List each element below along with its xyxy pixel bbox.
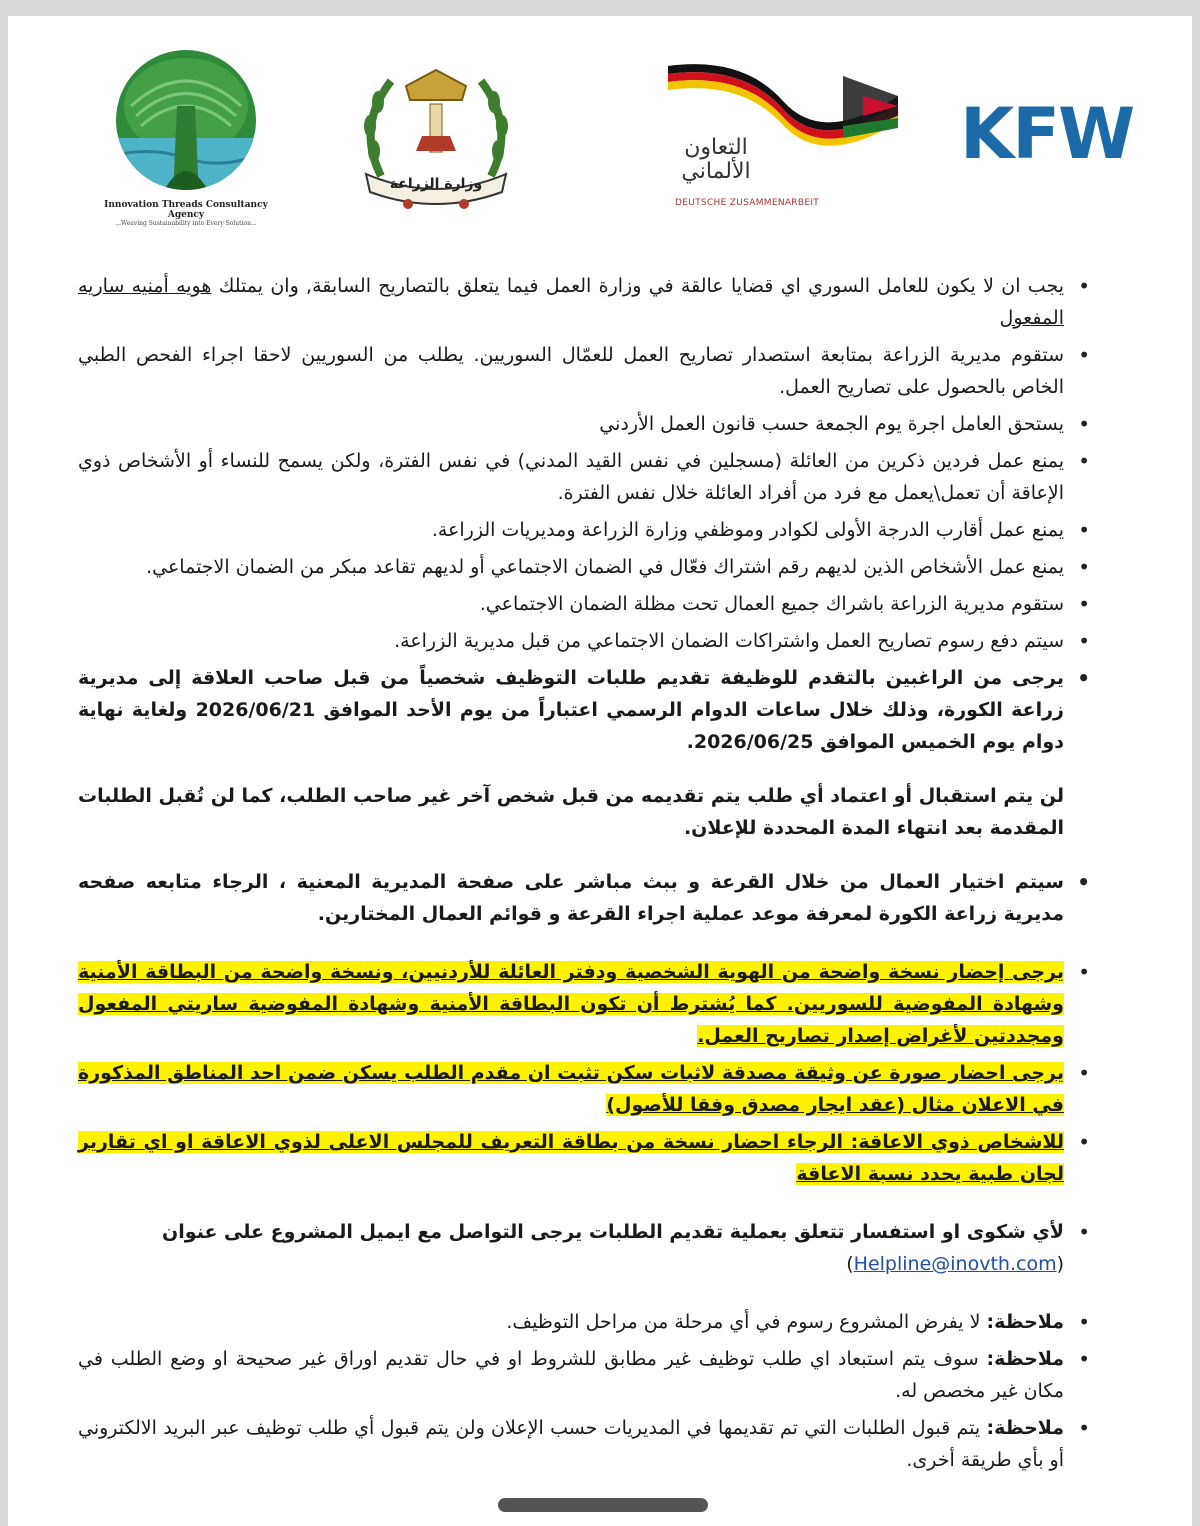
list-item: • سيتم اختيار العمال من خلال القرعة و ببث مباشر على صفحة المديرية المعنية ، الرجاء متابعه صفحه مديرية زراعة الكورة لمعرفة موعد عملية اجراء القرعة و قوائم العمال المختارين. [78,866,1090,930]
notes-list [78,1306,1090,1476]
list-item [78,956,1090,1052]
ministry-of-agriculture-logo [346,56,526,216]
german-cooperation-logo [663,56,903,216]
giz-arabic-text [671,136,761,184]
announcement-body [78,270,1090,1481]
list-item [78,1343,1090,1407]
itca-tagline: ...Weaving Sustainability into Every Solution... [115,220,257,227]
kfw-logo [960,93,1134,175]
kfw-wordmark: KFW [960,93,1134,175]
giz-arabic-line2: الألماني [681,159,751,184]
note-text: يتم قبول الطلبات التي تم تقديمها في المديريات حسب الإعلان ولن يتم قبول أي طلب توظيف عبر البريد الالكتروني أو بأي طريقة أخرى. [78,1417,1064,1471]
tree-emblem-icon [111,46,261,194]
lottery-list [78,866,1090,930]
list-item: • يمنع عمل الأشخاص الذين لديهم رقم اشتراك فعّال في الضمان الاجتماعي أو لديهم تقاعد مبكر من الضمان الاجتماعي. [78,551,1090,583]
list-item: • يمنع عمل أقارب الدرجة الأولى لكوادر وموظفي وزارة الزراعة ومديريات الزراعة. [78,514,1090,546]
highlighted-text: يرجى إحضار نسخة واضحة من الهوية الشخصية ودفتر العائلة للأردنيين، ونسخة واضحة من البطاقة الأمنية وشهادة المفوضية للسوريين. كما يُشترط أن تكون البطاقة الأمنية وشهادة المفوضية ساريتي المفعول ومجددتين لأغراض إصدار تصاريح العمل. [78,961,1064,1047]
list-item [78,1126,1090,1190]
highlighted-text: للاشخاص ذوي الاعاقة: الرجاء احضار نسخة من بطاقة التعريف للمجلس الاعلى لذوي الاعاقة او اي تقارير لجان طبية يحدد نسبة الاعاقة [78,1131,1064,1185]
item-text-underlined: هويه أمنيه ساريه المفعول [78,275,1064,329]
innovation-threads-logo [86,46,286,236]
note-label: ملاحظة: [986,1417,1064,1439]
highlighted-text: يرجى احضار صورة عن وثيقة مصدقة لاثبات سكن تثبت ان مقدم الطلب يسكن ضمن احد المناطق المذكورة في الاعلان مثال (عقد ايجار مصدق وفقا للأصول) [78,1062,1064,1116]
list-item: • ستقوم مديرية الزراعة باشراك جميع العمال تحت مظلة الضمان الاجتماعي. [78,588,1090,620]
list-item [78,1412,1090,1476]
giz-german-text: DEUTSCHE ZUSAMMENARBEIT [675,198,820,208]
itca-caption: Innovation Threads Consultancy Agency [104,200,268,220]
list-item [78,1306,1090,1338]
item-text: يجب ان لا يكون للعامل السوري اي قضايا عالقة في وزارة العمل فيما يتعلق بالتصاريح السابقة, وان يمتلك [218,275,1064,297]
list-item [78,1057,1090,1121]
documents-list [78,956,1090,1190]
note-text: لا يفرض المشروع رسوم في أي مرحلة من مراحل التوظيف. [506,1311,981,1333]
conditions-list [78,270,1090,758]
complaints-text: لأي شكوى او استفسار تتعلق بعملية تقديم الطلبات يرجى التواصل مع ايميل المشروع على عنوان [162,1221,1064,1243]
document-page [8,16,1192,1526]
ministry-emblem-icon [346,56,526,216]
rejection-notice: لن يتم استقبال أو اعتماد أي طلب يتم تقديمه من قبل شخص آخر غير صاحب الطلب، كما لن تُقبل الطلبات المقدمة بعد انتهاء المدة المحددة للإعلان. [78,785,1064,839]
giz-arabic-line1: التعاون [684,135,748,160]
helpline-email-link[interactable]: Helpline@inovth.com [853,1253,1057,1275]
list-item: • لأي شكوى او استفسار تتعلق بعملية تقديم الطلبات يرجى التواصل مع ايميل المشروع على عنوان (Helpline@inovth.com) [78,1216,1090,1280]
list-item [78,270,1090,334]
flag-ribbon-icon [663,56,903,146]
moa-label: وزارة الزراعة [389,176,483,192]
list-item: • ستقوم مديرية الزراعة بمتابعة استصدار تصاريح العمل للعمّال السوريين. يطلب من السوريين لاحقا اجراء الفحص الطبي الخاص بالحصول على تصاريح العمل. [78,339,1090,403]
list-item: • يرجى من الراغبين بالتقدم للوظيفة تقديم طلبات التوظيف شخصياً من قبل صاحب العلاقة إلى مديرية زراعة الكورة، وذلك خلال ساعات الدوام الرسمي اعتباراً من يوم الأحد الموافق 2026/06/21 ولغاية نهاية دوام يوم الخميس الموافق 2026/06/25. [78,662,1090,758]
list-item: • يستحق العامل اجرة يوم الجمعة حسب قانون العمل الأردني [78,408,1090,440]
note-label: ملاحظة: [986,1348,1065,1370]
note-label: ملاحظة: [986,1311,1064,1333]
list-item: • يمنع عمل فردين ذكرين من العائلة (مسجلين في نفس القيد المدني) في نفس الفترة، ولكن يسمح للنساء أو الأشخاص ذوي الإعاقة أن تعمل\يعمل مع فرد من أفراد العائلة خلال نفس الفترة. [78,445,1090,509]
list-item: • سيتم دفع رسوم تصاريح العمل واشتراكات الضمان الاجتماعي من قبل مديرية الزراعة. [78,625,1090,657]
note-text: سوف يتم استبعاد اي طلب توظيف غير مطابق للشروط او في حال تقديم اوراق غير صحيحة او وضع الطلب في مكان غير مخصص له. [78,1348,1064,1402]
complaints-list [78,1216,1090,1280]
